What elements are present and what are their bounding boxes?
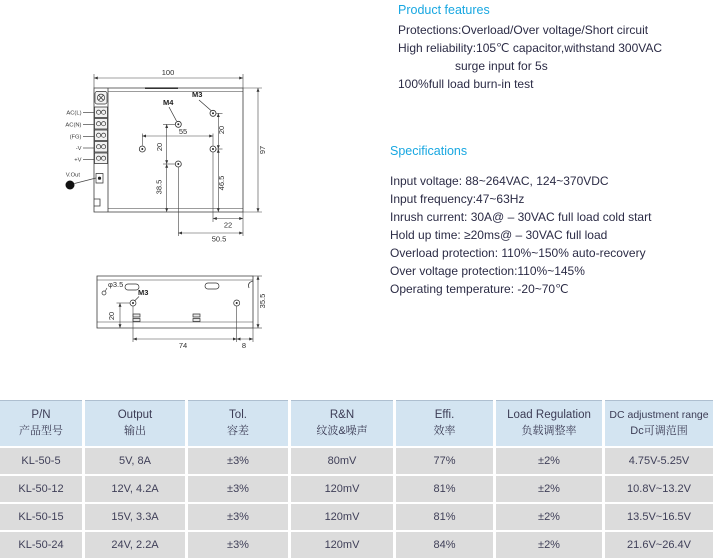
table-cell: 120mV [291,504,393,530]
spec-table [0,400,713,558]
table-cell-pn: KL-50-15 [0,504,82,530]
dim-20-right: 20 [217,125,226,135]
top-view-drawing [50,55,280,253]
dim-50-5: 50.5 [211,234,227,244]
hole-dia-label: φ3.5 [108,280,124,289]
col-header-zh: 纹波&噪声 [316,425,368,437]
spec-line: Over voltage protection:110%~145% [390,264,585,278]
terminal-labels [65,111,96,190]
col-header-zh: Dc可调范围 [630,425,688,437]
spec-line: Operating temperature: -20~70℃ [390,282,569,296]
table-cell-pn: KL-50-24 [0,532,82,558]
terminal-label-vout: V.Out [65,172,80,179]
feature-line: High reliability:105℃ capacitor,withstand 300VAC [398,41,663,55]
front-dim-20: 20 [107,311,116,321]
table-cell: 21.6V~26.4V [605,532,713,558]
terminal-label-negv: -V [75,146,82,152]
table-cell: ±2% [496,504,602,530]
table-cell: 80mV [291,448,393,474]
dim-height: 97 [258,145,267,155]
dim-46-5: 46.5 [217,175,226,191]
table-cell: ±2% [496,532,602,558]
table-cell: ±2% [496,448,602,474]
table-cell: 84% [396,532,493,558]
table-cell: ±2% [496,476,602,502]
feature-line: Protections:Overload/Over voltage/Short circuit [398,23,649,37]
col-header-en: R&N [329,409,355,421]
col-header-en: Effi. [434,409,455,421]
table-cell: 15V, 3.3A [85,504,185,530]
spec-line: Input frequency:47~63Hz [390,192,525,206]
table-cell: 81% [396,476,493,502]
col-header-zh: 负载调整率 [521,425,577,437]
spec-line: Inrush current: 30A@ – 30VAC full load cold start [390,210,652,224]
col-header-zh: 效率 [433,425,456,437]
col-header-efficiency [396,400,493,446]
m3-label: M3 [192,90,203,99]
table-cell: 5V, 8A [85,448,185,474]
product-features-section [398,2,710,93]
table-cell: 13.5V~16.5V [605,504,713,530]
col-header-en: Tol. [229,409,247,421]
spec-line: Hold up time: ≥20ms@ – 30VAC full load [390,228,608,242]
table-cell: ±3% [188,476,288,502]
product-features-title: Product features [398,3,490,17]
feature-line: surge input for 5s [455,59,548,73]
front-m3-label: M3 [138,288,149,297]
front-dim-35-5: 35.5 [258,293,267,309]
table-cell: 4.75V-5.25V [605,448,713,474]
spec-line: Input voltage: 88~264VAC, 124~370VDC [390,174,609,188]
dim-22: 22 [223,220,233,230]
col-header-en: DC adjustment range [609,409,709,421]
table-cell: 120mV [291,532,393,558]
terminal-label-fg: (FG) [69,134,82,141]
table-cell: 120mV [291,476,393,502]
table-cell: ±3% [188,504,288,530]
table-cell-pn: KL-50-12 [0,476,82,502]
dim-width: 100 [161,68,175,77]
col-header-zh: 输出 [124,425,146,437]
front-dim-8: 8 [241,341,247,350]
specifications-title: Specifications [390,144,468,158]
m4-label: M4 [163,98,174,107]
col-header-dc-adjustment [605,400,713,446]
dim-55: 55 [178,127,188,136]
table-cell: 81% [396,504,493,530]
front-view-drawing [50,268,280,360]
table-cell: ±3% [188,448,288,474]
dim-38-5: 38.5 [154,179,164,195]
col-header-tolerance [188,400,288,446]
col-header-load-regulation [496,400,602,446]
terminal-label-posv: +V [74,157,82,164]
front-dim-74: 74 [178,341,188,350]
table-cell-pn: KL-50-5 [0,448,82,474]
terminal-label-acl: AC(L) [66,110,82,117]
table-cell: ±3% [188,532,288,558]
col-header-output [85,400,185,446]
col-header-zh: 产品型号 [19,425,63,437]
col-header-en: Output [117,409,153,421]
table-cell: 12V, 4.2A [85,476,185,502]
table-cell: 10.8V~13.2V [605,476,713,502]
spec-line: Overload protection: 110%~150% auto-recovery [390,246,646,260]
col-header-zh: 容差 [227,425,249,437]
col-header-ripple-noise [291,400,393,446]
col-header-pn [0,400,82,446]
vadj-pot-icon [66,181,75,190]
specifications-section [390,143,712,298]
table-cell: 77% [396,448,493,474]
table-cell: 24V, 2.2A [85,532,185,558]
col-header-en: P/N [31,409,51,421]
terminal-label-acn: AC(N) [65,122,82,129]
dim-20-left: 20 [155,142,164,152]
col-header-en: Load Regulation [507,409,591,421]
feature-line: 100%full load burn-in test [398,77,534,91]
